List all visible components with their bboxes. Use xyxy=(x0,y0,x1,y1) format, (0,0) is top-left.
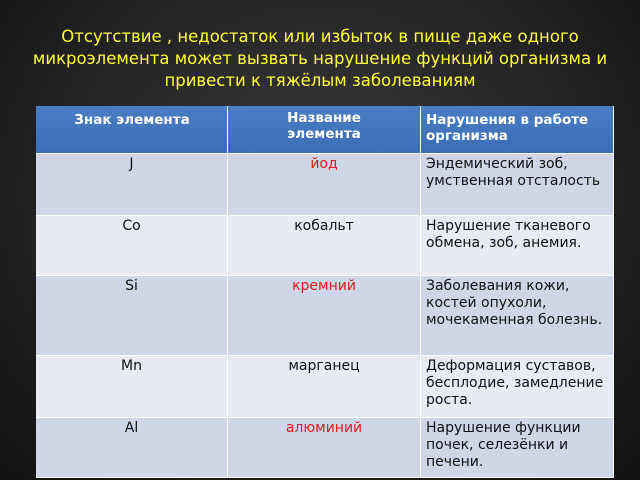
element-name: кобальт xyxy=(294,218,354,234)
table-header-row xyxy=(36,106,614,154)
table-row xyxy=(36,356,614,418)
table-row xyxy=(36,418,614,478)
element-symbol: Al xyxy=(124,420,139,436)
header-symbol: Знак элемента xyxy=(36,106,228,154)
header-name: Название элемента xyxy=(228,106,421,154)
element-disorder: Эндемический зоб, умственная отсталость xyxy=(426,156,601,189)
element-symbol: Mn xyxy=(121,358,142,374)
element-symbol: Si xyxy=(125,278,138,294)
element-name: алюминий xyxy=(285,420,363,436)
element-disorder: Деформация суставов, бесплодие, замедление роста. xyxy=(426,358,604,408)
element-disorder: Заболевания кожи, костей опухоли, мочекаменная болезнь. xyxy=(426,278,603,328)
table-row xyxy=(36,154,614,216)
microelements-table xyxy=(36,106,614,476)
element-symbol: J xyxy=(129,156,134,172)
table-row xyxy=(36,216,614,276)
element-name: йод xyxy=(310,156,338,172)
element-symbol: Co xyxy=(122,218,141,234)
header-disorder: Нарушения в работе организма xyxy=(421,106,614,154)
element-disorder: Нарушение функции почек, селезёнки и печени. xyxy=(426,420,581,470)
element-name: марганец xyxy=(288,358,360,374)
element-name: кремний xyxy=(292,278,356,294)
slide-title: Отсутствие , недостаток или избыток в пище даже одного микроэлемента может вызвать нарушение функций организма и привести к тяжёлым заболеваниям xyxy=(32,27,608,90)
table-row xyxy=(36,276,614,356)
element-disorder: Нарушение тканевого обмена, зоб, анемия. xyxy=(426,218,591,251)
